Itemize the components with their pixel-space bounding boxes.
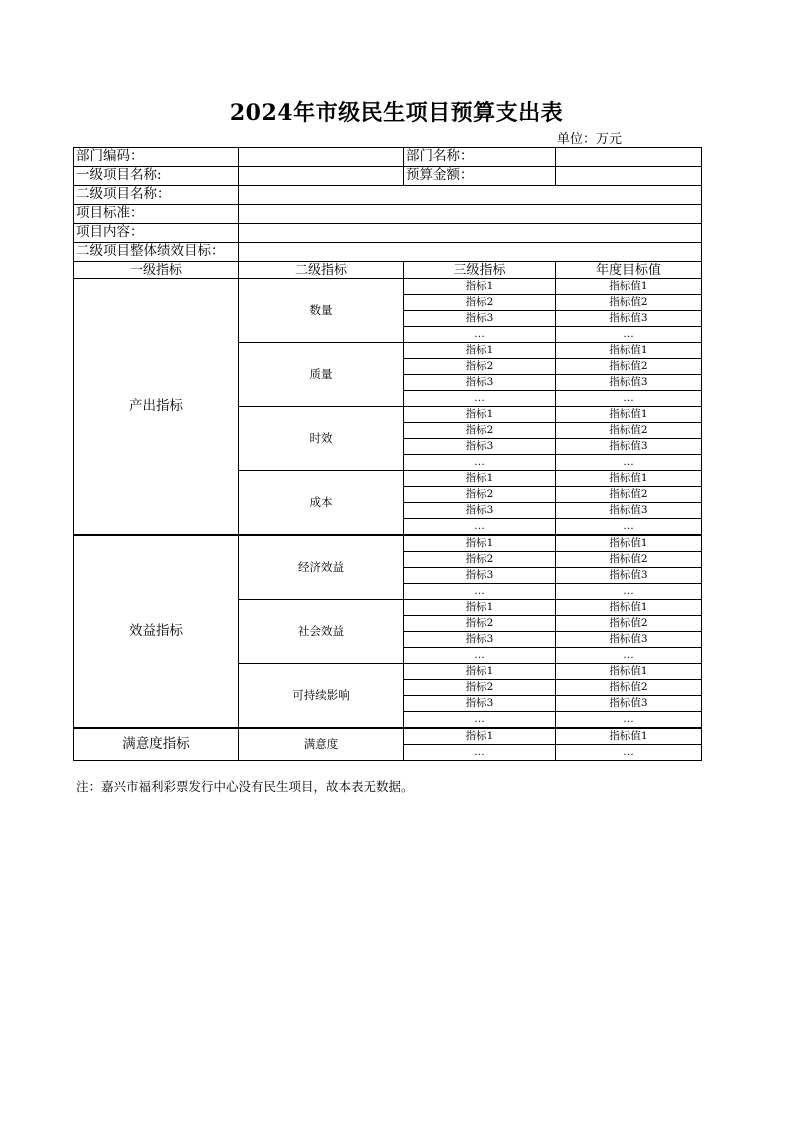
level2-indicator: 成本: [239, 471, 404, 536]
level2-indicator: 数量: [239, 279, 404, 343]
level3-indicator: …: [404, 648, 556, 664]
l2-project-label: 二级项目名称：: [74, 186, 239, 205]
standard-value: [239, 205, 702, 224]
level3-indicator: 指标2: [404, 680, 556, 696]
info-row-project: [74, 167, 702, 186]
goal-label: 二级项目整体绩效目标：: [74, 243, 239, 262]
level3-indicator: …: [404, 519, 556, 536]
annual-target-value: …: [556, 745, 702, 761]
annual-target-value: …: [556, 391, 702, 407]
annual-target-value: 指标值3: [556, 439, 702, 455]
annual-target-value: 指标值1: [556, 728, 702, 745]
header-row: [74, 262, 702, 279]
annual-target-value: 指标值2: [556, 487, 702, 503]
info-row-dept: [74, 148, 702, 167]
level3-indicator: …: [404, 327, 556, 343]
annual-target-value: 指标值1: [556, 343, 702, 359]
budget-table: [73, 147, 702, 761]
annual-target-value: 指标值3: [556, 503, 702, 519]
level3-indicator: …: [404, 391, 556, 407]
content-value: [239, 224, 702, 243]
annual-target-value: 指标值1: [556, 279, 702, 295]
header-level2: 二级指标: [239, 262, 404, 279]
indicator-row: [74, 279, 702, 295]
level1-indicator: 产出指标: [74, 279, 239, 536]
indicator-row: [74, 728, 702, 745]
annual-target-value: …: [556, 584, 702, 600]
annual-target-value: …: [556, 455, 702, 471]
page-title: 2024年市级民生项目预算支出表: [229, 100, 564, 126]
info-row-goal: [74, 243, 702, 262]
l1-project-label: 一级项目名称:: [74, 167, 239, 186]
level2-indicator: 时效: [239, 407, 404, 471]
annual-target-value: 指标值1: [556, 407, 702, 423]
annual-target-value: 指标值3: [556, 632, 702, 648]
level3-indicator: 指标2: [404, 487, 556, 503]
budget-label: 预算金额：: [404, 167, 556, 186]
dept-name-label: 部门名称：: [404, 148, 556, 167]
level3-indicator: 指标2: [404, 616, 556, 632]
level2-indicator: 可持续影响: [239, 664, 404, 729]
annual-target-value: …: [556, 327, 702, 343]
level3-indicator: …: [404, 584, 556, 600]
info-row-standard: [74, 205, 702, 224]
level3-indicator: 指标1: [404, 343, 556, 359]
info-row-content: [74, 224, 702, 243]
level3-indicator: 指标1: [404, 600, 556, 616]
annual-target-value: 指标值2: [556, 680, 702, 696]
level2-indicator: 质量: [239, 343, 404, 407]
info-row-l2-project: [74, 186, 702, 205]
level3-indicator: 指标1: [404, 279, 556, 295]
level3-indicator: 指标3: [404, 696, 556, 712]
level1-indicator: 效益指标: [74, 535, 239, 728]
goal-value: [239, 243, 702, 262]
indicator-row: [74, 535, 702, 552]
l2-project-value: [239, 186, 702, 205]
annual-target-value: 指标值3: [556, 311, 702, 327]
level3-indicator: 指标2: [404, 552, 556, 568]
annual-target-value: 指标值2: [556, 552, 702, 568]
annual-target-value: 指标值1: [556, 535, 702, 552]
annual-target-value: 指标值1: [556, 600, 702, 616]
level3-indicator: 指标2: [404, 423, 556, 439]
level1-indicator: 满意度指标: [74, 728, 239, 761]
dept-name-value: [556, 148, 702, 167]
standard-label: 项目标准：: [74, 205, 239, 224]
header-level3: 三级指标: [404, 262, 556, 279]
level2-indicator: 社会效益: [239, 600, 404, 664]
level3-indicator: 指标1: [404, 407, 556, 423]
header-annual-target: 年度目标值: [556, 262, 702, 279]
level3-indicator: …: [404, 455, 556, 471]
budget-value: [556, 167, 702, 186]
annual-target-value: 指标值2: [556, 295, 702, 311]
annual-target-value: 指标值1: [556, 664, 702, 680]
annual-target-value: 指标值2: [556, 616, 702, 632]
annual-target-value: 指标值3: [556, 375, 702, 391]
dept-code-value: [239, 148, 404, 167]
level3-indicator: 指标3: [404, 311, 556, 327]
level2-indicator: 经济效益: [239, 535, 404, 600]
annual-target-value: 指标值1: [556, 471, 702, 487]
annual-target-value: 指标值2: [556, 423, 702, 439]
level3-indicator: 指标2: [404, 295, 556, 311]
annual-target-value: …: [556, 648, 702, 664]
level3-indicator: 指标1: [404, 471, 556, 487]
l1-project-value: [239, 167, 404, 186]
level3-indicator: 指标1: [404, 728, 556, 745]
annual-target-value: 指标值3: [556, 568, 702, 584]
level2-indicator: 满意度: [239, 728, 404, 761]
unit-label: 单位：万元: [557, 132, 623, 147]
annual-target-value: …: [556, 519, 702, 536]
level3-indicator: …: [404, 745, 556, 761]
dept-code-label: 部门编码：: [74, 148, 239, 167]
annual-target-value: 指标值3: [556, 696, 702, 712]
level3-indicator: 指标3: [404, 632, 556, 648]
content-label: 项目内容：: [74, 224, 239, 243]
level3-indicator: 指标3: [404, 503, 556, 519]
annual-target-value: 指标值2: [556, 359, 702, 375]
level3-indicator: 指标1: [404, 664, 556, 680]
level3-indicator: 指标3: [404, 375, 556, 391]
level3-indicator: 指标3: [404, 439, 556, 455]
level3-indicator: 指标3: [404, 568, 556, 584]
header-level1: 一级指标: [74, 262, 239, 279]
level3-indicator: 指标1: [404, 535, 556, 552]
level3-indicator: 指标2: [404, 359, 556, 375]
level3-indicator: …: [404, 712, 556, 729]
footnote: 注：嘉兴市福利彩票发行中心没有民生项目，故本表无数据。: [76, 779, 414, 794]
annual-target-value: …: [556, 712, 702, 729]
